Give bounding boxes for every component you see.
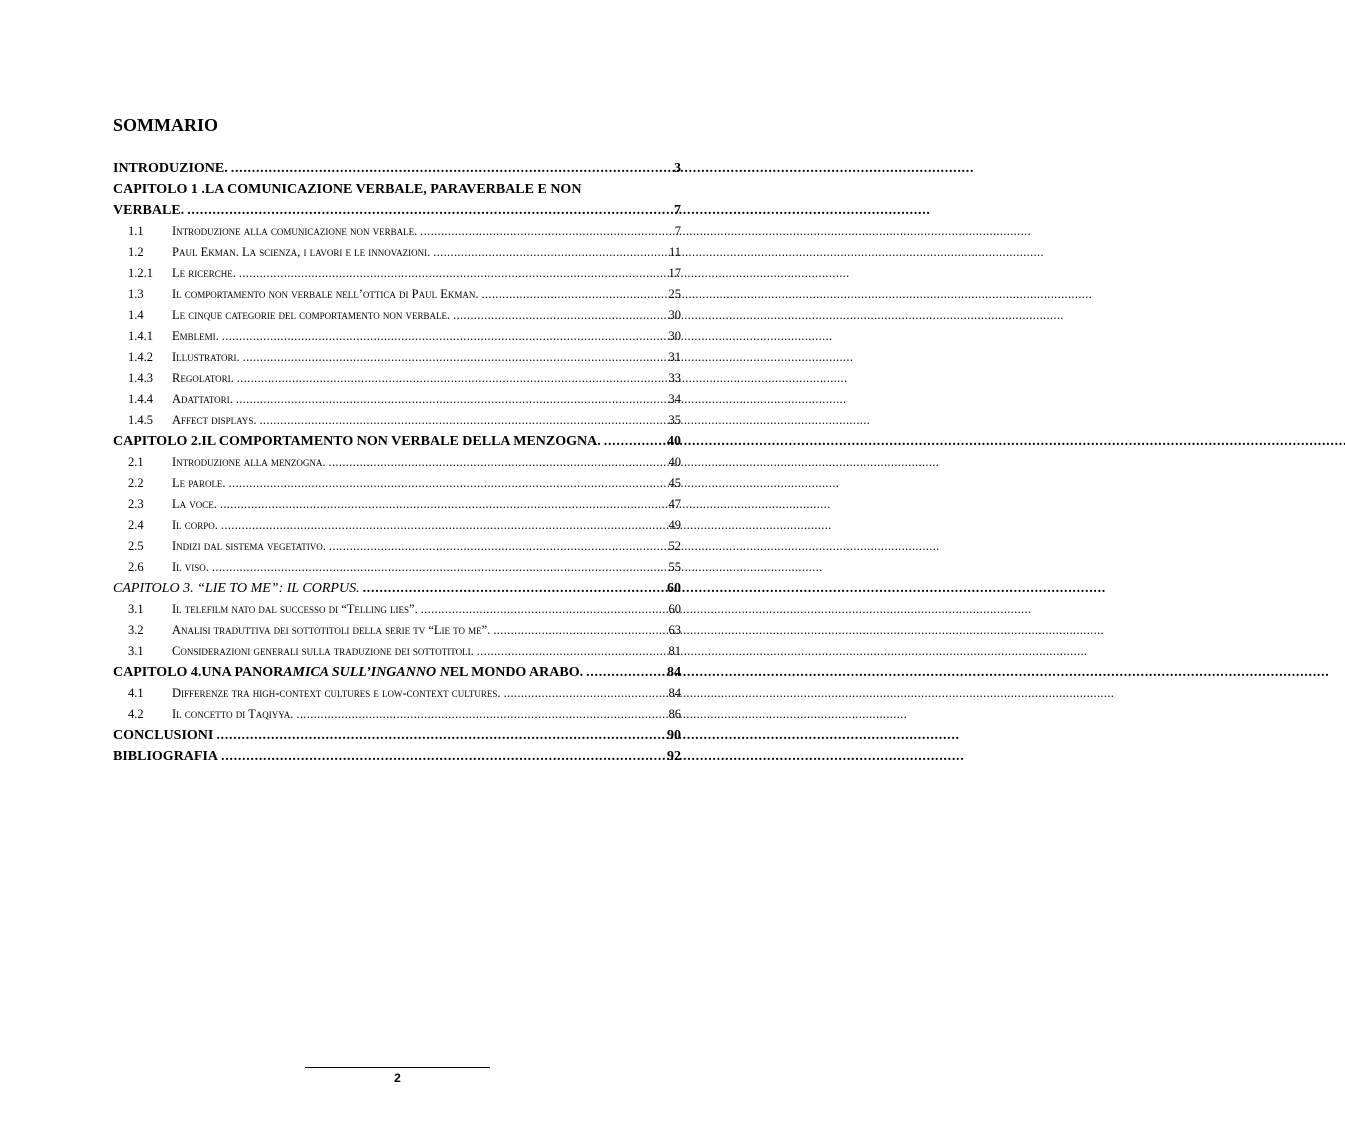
- toc-entry-text: Le cinque categorie del comportamento non verbale.: [172, 308, 451, 322]
- toc-subentry[interactable]: [113, 242, 681, 263]
- toc-page-number: 47: [668, 497, 681, 511]
- toc-entry-capitolo-1[interactable]: [113, 179, 681, 200]
- toc-page-number: 81: [668, 644, 681, 658]
- toc-page-number: 40: [667, 434, 681, 449]
- toc-subentry[interactable]: [113, 473, 681, 494]
- toc-page-number: 7: [674, 224, 681, 238]
- footer-divider: [305, 1067, 490, 1068]
- toc-entry-text-part-b: AMICA SULL’INGANNO N: [283, 665, 450, 680]
- section-number: 1.2: [128, 245, 144, 259]
- leader-dots: [420, 221, 671, 242]
- toc-entry-text: Il telefilm nato dal successo di “Telling lies”.: [172, 602, 418, 616]
- toc-entry-text: Il concetto di Taqiyya.: [172, 707, 294, 721]
- toc-entry-introduzione[interactable]: [113, 158, 681, 179]
- toc-entry-text: CAPITOLO 3. “LIE TO ME”: IL CORPUS.: [113, 581, 360, 596]
- toc-entry-text-line1: CAPITOLO 1 .LA COMUNICAZIONE VERBALE, PARAVERBALE E NON: [113, 182, 582, 197]
- leader-dots: [221, 746, 664, 767]
- toc-entry-capitolo-2[interactable]: [113, 431, 681, 452]
- leader-dots: [216, 725, 664, 746]
- toc-entry-capitolo-1-cont[interactable]: [113, 200, 681, 221]
- leader-dots: [259, 410, 665, 431]
- toc-page-number: 7: [674, 203, 681, 218]
- leader-dots: [433, 242, 666, 263]
- toc-page-number: 30: [668, 308, 681, 322]
- toc-page-number: 84: [668, 686, 681, 700]
- toc-entry-text: Paul Ekman. La scienza, i lavori e le innovazioni.: [172, 245, 431, 259]
- leader-dots: [212, 557, 666, 578]
- section-number: 2.2: [128, 476, 144, 490]
- section-number: 2.3: [128, 497, 144, 511]
- leader-dots: [243, 347, 666, 368]
- toc-page-number: 31: [668, 350, 681, 364]
- section-number: 1.4.3: [128, 371, 153, 385]
- toc-subentry[interactable]: [113, 494, 681, 515]
- toc-entry-text: [113, 662, 583, 683]
- leader-dots: [453, 305, 665, 326]
- toc-page-number: 84: [667, 665, 681, 680]
- toc-entry-text: Illustratori.: [172, 350, 240, 364]
- leader-dots: [239, 263, 666, 284]
- leader-dots: [329, 536, 666, 557]
- section-number: 1.4.1: [128, 329, 153, 343]
- section-number: 2.6: [128, 560, 144, 574]
- leader-dots: [187, 200, 671, 221]
- section-number: 1.4: [128, 308, 144, 322]
- toc-subentry[interactable]: [113, 389, 681, 410]
- toc-page-number: 63: [668, 623, 681, 637]
- leader-dots: [586, 662, 664, 683]
- toc-page-number: 49: [668, 518, 681, 532]
- section-number: 2.1: [128, 455, 144, 469]
- toc-entry-text: Considerazioni generali sulla traduzione dei sottotitoli.: [172, 644, 474, 658]
- toc-page-number: 90: [667, 728, 681, 743]
- toc-entry-text: INTRODUZIONE.: [113, 161, 228, 176]
- leader-dots: [504, 683, 666, 704]
- toc-entry-text: Il comportamento non verbale nell’ottica di Paul Ekman.: [172, 287, 479, 301]
- page-number: 2: [394, 1071, 401, 1085]
- page-title: SOMMARIO: [113, 115, 218, 135]
- toc-subentry[interactable]: [113, 347, 681, 368]
- toc-entry-text: Indizi dal sistema vegetativo.: [172, 539, 326, 553]
- leader-dots: [363, 578, 664, 599]
- toc-subentry[interactable]: [113, 536, 681, 557]
- toc-subentry[interactable]: [113, 305, 681, 326]
- toc-entry-text: Introduzione alla menzogna.: [172, 455, 326, 469]
- toc-entry-text: Emblemi.: [172, 329, 219, 343]
- leader-dots: [229, 473, 666, 494]
- section-number: 2.5: [128, 539, 144, 553]
- section-number: 1.3: [128, 287, 144, 301]
- section-number: 1.1: [128, 224, 144, 238]
- toc-subentry[interactable]: [113, 620, 681, 641]
- leader-dots: [477, 641, 666, 662]
- table-of-contents: [113, 158, 681, 767]
- section-number: 3.1: [128, 644, 144, 658]
- toc-entry-capitolo-3[interactable]: [113, 578, 681, 599]
- section-number: 1.2.1: [128, 266, 153, 280]
- toc-entry-text: CONCLUSIONI: [113, 728, 214, 743]
- toc-page-number: 30: [668, 329, 681, 343]
- toc-page-number: 92: [667, 749, 681, 764]
- toc-subentry[interactable]: [113, 641, 681, 662]
- toc-subentry[interactable]: [113, 368, 681, 389]
- section-number: 4.2: [128, 707, 144, 721]
- toc-page-number: 45: [668, 476, 681, 490]
- leader-dots: [421, 599, 666, 620]
- toc-subentry[interactable]: [113, 263, 681, 284]
- toc-subentry[interactable]: [113, 515, 681, 536]
- toc-page-number: 3: [674, 161, 681, 176]
- leader-dots: [231, 158, 671, 179]
- toc-page-number: 17: [668, 266, 681, 280]
- leader-dots: [221, 515, 666, 536]
- leader-dots: [222, 326, 666, 347]
- section-number: 3.1: [128, 602, 144, 616]
- toc-subentry[interactable]: [113, 704, 681, 725]
- leader-dots: [493, 620, 665, 641]
- toc-entry-conclusioni[interactable]: [113, 725, 681, 746]
- toc-page-number: 86: [668, 707, 681, 721]
- toc-page-number: 40: [668, 455, 681, 469]
- toc-subentry[interactable]: [113, 557, 681, 578]
- toc-page-number: 55: [668, 560, 681, 574]
- leader-dots: [296, 704, 665, 725]
- toc-subentry[interactable]: [113, 410, 681, 431]
- section-number: 3.2: [128, 623, 144, 637]
- toc-subentry[interactable]: [113, 452, 681, 473]
- toc-entry-capitolo-4[interactable]: [113, 662, 681, 683]
- toc-entry-text: Adattatori.: [172, 392, 233, 406]
- toc-entry-text: CAPITOLO 2.IL COMPORTAMENTO NON VERBALE DELLA MENZOGNA.: [113, 434, 601, 449]
- toc-entry-bibliografia[interactable]: [113, 746, 681, 767]
- toc-entry-text-part-c: EL MONDO ARABO.: [449, 665, 584, 680]
- section-number: 1.4.2: [128, 350, 153, 364]
- leader-dots: [220, 494, 666, 515]
- leader-dots: [236, 389, 666, 410]
- toc-subentry[interactable]: [113, 683, 681, 704]
- toc-entry-text: Le ricerche.: [172, 266, 236, 280]
- leader-dots: [604, 431, 664, 452]
- toc-page-number: 25: [668, 287, 681, 301]
- toc-entry-text: Il viso.: [172, 560, 209, 574]
- toc-page-number: 60: [667, 581, 681, 596]
- toc-subentry[interactable]: [113, 284, 681, 305]
- section-number: 4.1: [128, 686, 144, 700]
- toc-entry-text-part-a: CAPITOLO 4.UNA PANOR: [113, 665, 284, 680]
- toc-entry-text: Regolatori.: [172, 371, 234, 385]
- leader-dots: [329, 452, 666, 473]
- toc-entry-text: Le parole.: [172, 476, 226, 490]
- toc-page-number: 35: [668, 413, 681, 427]
- toc-subentry[interactable]: [113, 221, 681, 242]
- toc-entry-text: BIBLIOGRAFIA: [113, 749, 219, 764]
- toc-page-number: 52: [668, 539, 681, 553]
- toc-entry-text: La voce.: [172, 497, 217, 511]
- section-number: 2.4: [128, 518, 144, 532]
- toc-entry-text: Introduzione alla comunicazione non verbale.: [172, 224, 418, 238]
- toc-subentry[interactable]: [113, 326, 681, 347]
- section-number: 1.4.5: [128, 413, 153, 427]
- toc-entry-text: Il corpo.: [172, 518, 218, 532]
- leader-dots: [237, 368, 666, 389]
- toc-entry-text: Affect displays.: [172, 413, 257, 427]
- toc-page-number: 34: [668, 392, 681, 406]
- toc-entry-text-line2: VERBALE.: [113, 203, 185, 218]
- toc-entry-text: Analisi traduttiva dei sottotitoli della serie tv “Lie to me”.: [172, 623, 491, 637]
- toc-subentry[interactable]: [113, 599, 681, 620]
- leader-dots: [481, 284, 665, 305]
- toc-entry-text: Differenze tra high-context cultures e low-context cultures.: [172, 686, 501, 700]
- section-number: 1.4.4: [128, 392, 153, 406]
- toc-page-number: 33: [668, 371, 681, 385]
- toc-page-number: 11: [668, 245, 681, 259]
- toc-page-number: 60: [668, 602, 681, 616]
